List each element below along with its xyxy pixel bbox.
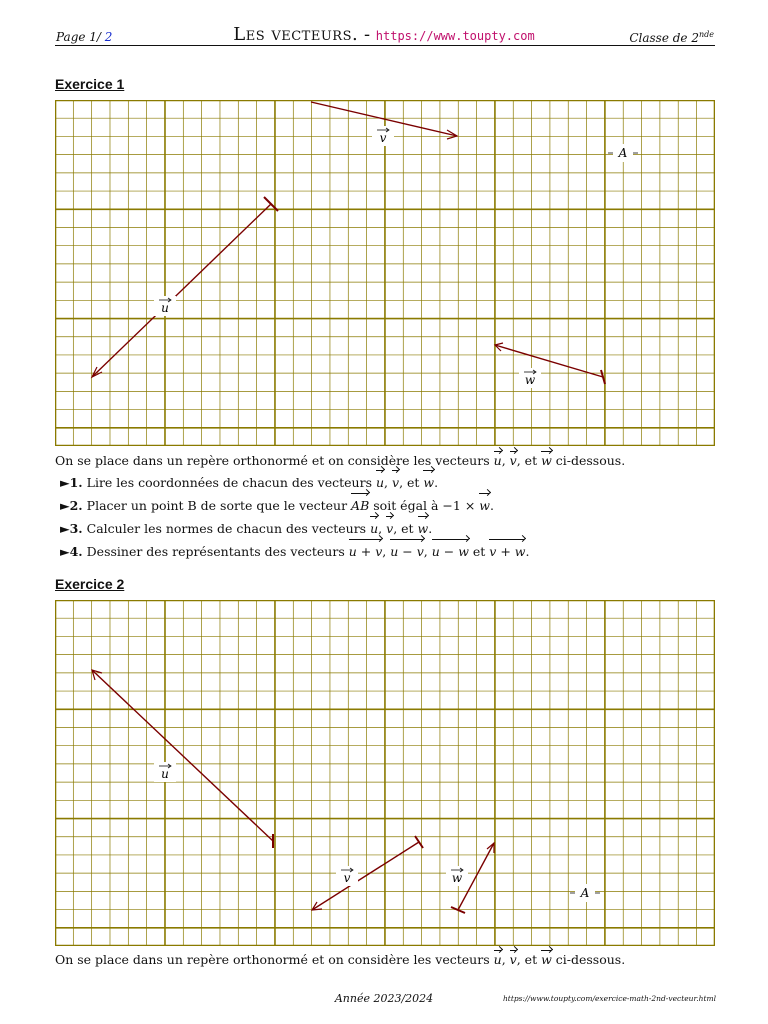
svg-text:u: u bbox=[161, 301, 169, 315]
exercise-2-grid bbox=[55, 600, 715, 946]
page-label: Page 1/ bbox=[56, 30, 101, 44]
svg-text:w: w bbox=[524, 373, 536, 387]
svg-text:A: A bbox=[580, 886, 590, 900]
svg-text:w: w bbox=[451, 871, 463, 885]
question-2: ►2. Placer un point B de sorte que le vecteur AB soit égal à −1 × w. bbox=[60, 493, 529, 516]
svg-text:A: A bbox=[618, 146, 628, 160]
question-1: ►1. Lire les coordonnées de chacun des vecteurs u, v, et w. bbox=[60, 470, 529, 493]
header-rule bbox=[55, 45, 715, 46]
point-a bbox=[570, 884, 600, 902]
label-u bbox=[154, 296, 176, 316]
title-text: Les vecteurs. bbox=[233, 24, 359, 45]
vector-u bbox=[92, 197, 278, 377]
exercise-1-grid bbox=[55, 100, 715, 446]
exercise-1-intro: On se place dans un repère orthonormé et on considère les vecteurs u, v, et w ci-dessous. bbox=[55, 453, 626, 468]
exercise-2-intro: On se place dans un repère orthonormé et on considère les vecteurs u, v, et w ci-dessous. bbox=[55, 952, 626, 967]
class-label: Classe de 2 bbox=[629, 31, 699, 45]
vector-u bbox=[92, 670, 273, 848]
question-4: ►4. Dessiner des représentants des vecteurs u + v, u − v, u − w et v + w. bbox=[60, 539, 529, 562]
svg-text:v: v bbox=[343, 871, 351, 885]
svg-text:v: v bbox=[379, 131, 387, 145]
point-a bbox=[608, 144, 638, 162]
label-v bbox=[336, 866, 358, 886]
exercise-1-title: Exercice 1 bbox=[55, 76, 125, 92]
label-v bbox=[372, 126, 394, 146]
page-total-link[interactable]: 2 bbox=[104, 30, 113, 44]
label-u bbox=[154, 762, 176, 782]
exercise-1-questions bbox=[60, 470, 529, 562]
class-sup: nde bbox=[698, 30, 714, 39]
footer-url[interactable]: https://www.toupty.com/exercice-math-2nd-vecteur.html bbox=[502, 994, 716, 1003]
site-link[interactable]: https://www.toupty.com bbox=[375, 29, 535, 43]
footer-year: Année 2023/2024 bbox=[334, 992, 434, 1005]
label-w bbox=[446, 866, 468, 886]
label-w bbox=[519, 368, 541, 388]
svg-text:u: u bbox=[161, 767, 169, 781]
class-level bbox=[629, 30, 714, 45]
title-separator: - bbox=[363, 24, 371, 45]
exercise-2-title: Exercice 2 bbox=[55, 576, 125, 592]
question-3: ►3. Calculer les normes de chacun des vecteurs u, v, et w. bbox=[60, 516, 529, 539]
